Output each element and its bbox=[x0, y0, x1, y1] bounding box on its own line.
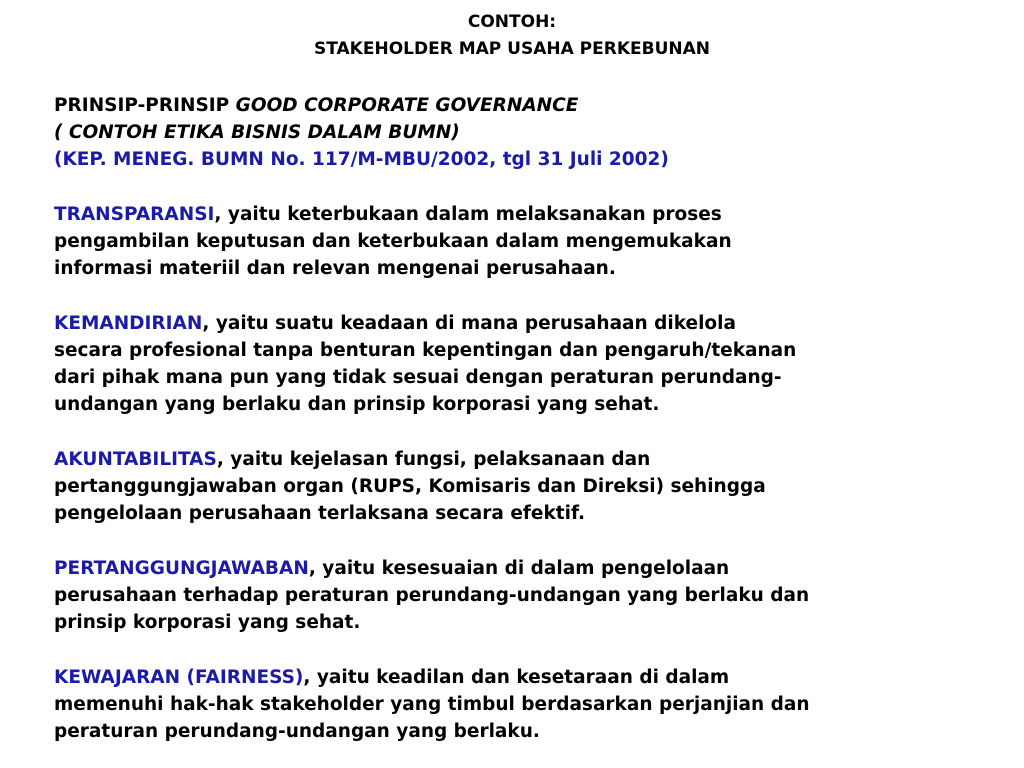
principle-term: KEWAJARAN (FAIRNESS) bbox=[54, 667, 304, 688]
principle-akuntabilitas bbox=[54, 446, 984, 527]
principle-text: undangan yang berlaku dan prinsip korporasi yang sehat. bbox=[54, 394, 660, 415]
principle-first-line bbox=[54, 446, 984, 473]
principle-transparansi bbox=[54, 201, 984, 282]
title-line-1: CONTOH: bbox=[467, 12, 557, 32]
principle-first-line bbox=[54, 664, 984, 691]
principle-text: , yaitu keterbukaan dalam melaksanakan proses bbox=[214, 204, 722, 225]
principles-title-italic: GOOD CORPORATE GOVERNANCE bbox=[235, 95, 579, 116]
principle-text: memenuhi hak-hak stakeholder yang timbul berdasarkan perjanjian dan bbox=[54, 694, 810, 715]
principle-text: , yaitu suatu keadaan di mana perusahaan dikelola bbox=[202, 313, 736, 334]
principle-text: peraturan perundang-undangan yang berlaku. bbox=[54, 721, 540, 742]
principle-text: pertanggungjawaban organ (RUPS, Komisaris dan Direksi) sehingga bbox=[54, 476, 766, 497]
principle-term: KEMANDIRIAN bbox=[54, 313, 203, 334]
principle-kemandirian bbox=[54, 310, 984, 418]
principle-text: perusahaan terhadap peraturan perundang-undangan yang berlaku dan bbox=[54, 585, 810, 606]
principle-pertanggungjawaban bbox=[54, 555, 984, 636]
principle-term: PERTANGGUNGJAWABAN bbox=[54, 558, 309, 579]
title-line-2: STAKEHOLDER MAP USAHA PERKEBUNAN bbox=[314, 39, 710, 59]
principle-text: informasi materiil dan relevan mengenai perusahaan. bbox=[54, 258, 616, 279]
principle-text: dari pihak mana pun yang tidak sesuai dengan peraturan perundang- bbox=[54, 367, 782, 388]
principle-text: pengambilan keputusan dan keterbukaan dalam mengemukakan bbox=[54, 231, 732, 252]
principle-text: prinsip korporasi yang sehat. bbox=[54, 612, 361, 633]
principle-term: AKUNTABILITAS bbox=[54, 449, 217, 470]
principle-text: , yaitu keadilan dan kesetaraan di dalam bbox=[303, 667, 730, 688]
principles-subtitle: ( CONTOH ETIKA BISNIS DALAM BUMN) bbox=[54, 122, 460, 143]
principles-prefix: PRINSIP-PRINSIP bbox=[54, 95, 236, 116]
principle-first-line bbox=[54, 310, 984, 337]
principles-title-line bbox=[54, 92, 669, 119]
principle-text: , yaitu kesesuaian di dalam pengelolaan bbox=[308, 558, 730, 579]
principles-reference: (KEP. MENEG. BUMN No. 117/M-MBU/2002, tgl 31 Juli 2002) bbox=[54, 149, 669, 170]
principles-header bbox=[54, 92, 669, 173]
principle-term: TRANSPARANSI bbox=[54, 204, 215, 225]
principle-text: secara profesional tanpa benturan kepentingan dan pengaruh/tekanan bbox=[54, 340, 797, 361]
principle-text: , yaitu kejelasan fungsi, pelaksanaan dan bbox=[216, 449, 651, 470]
principle-first-line bbox=[54, 201, 984, 228]
principle-kewajaran bbox=[54, 664, 984, 745]
principle-first-line bbox=[54, 555, 984, 582]
slide-title bbox=[0, 9, 1024, 63]
principle-text: pengelolaan perusahaan terlaksana secara efektif. bbox=[54, 503, 586, 524]
